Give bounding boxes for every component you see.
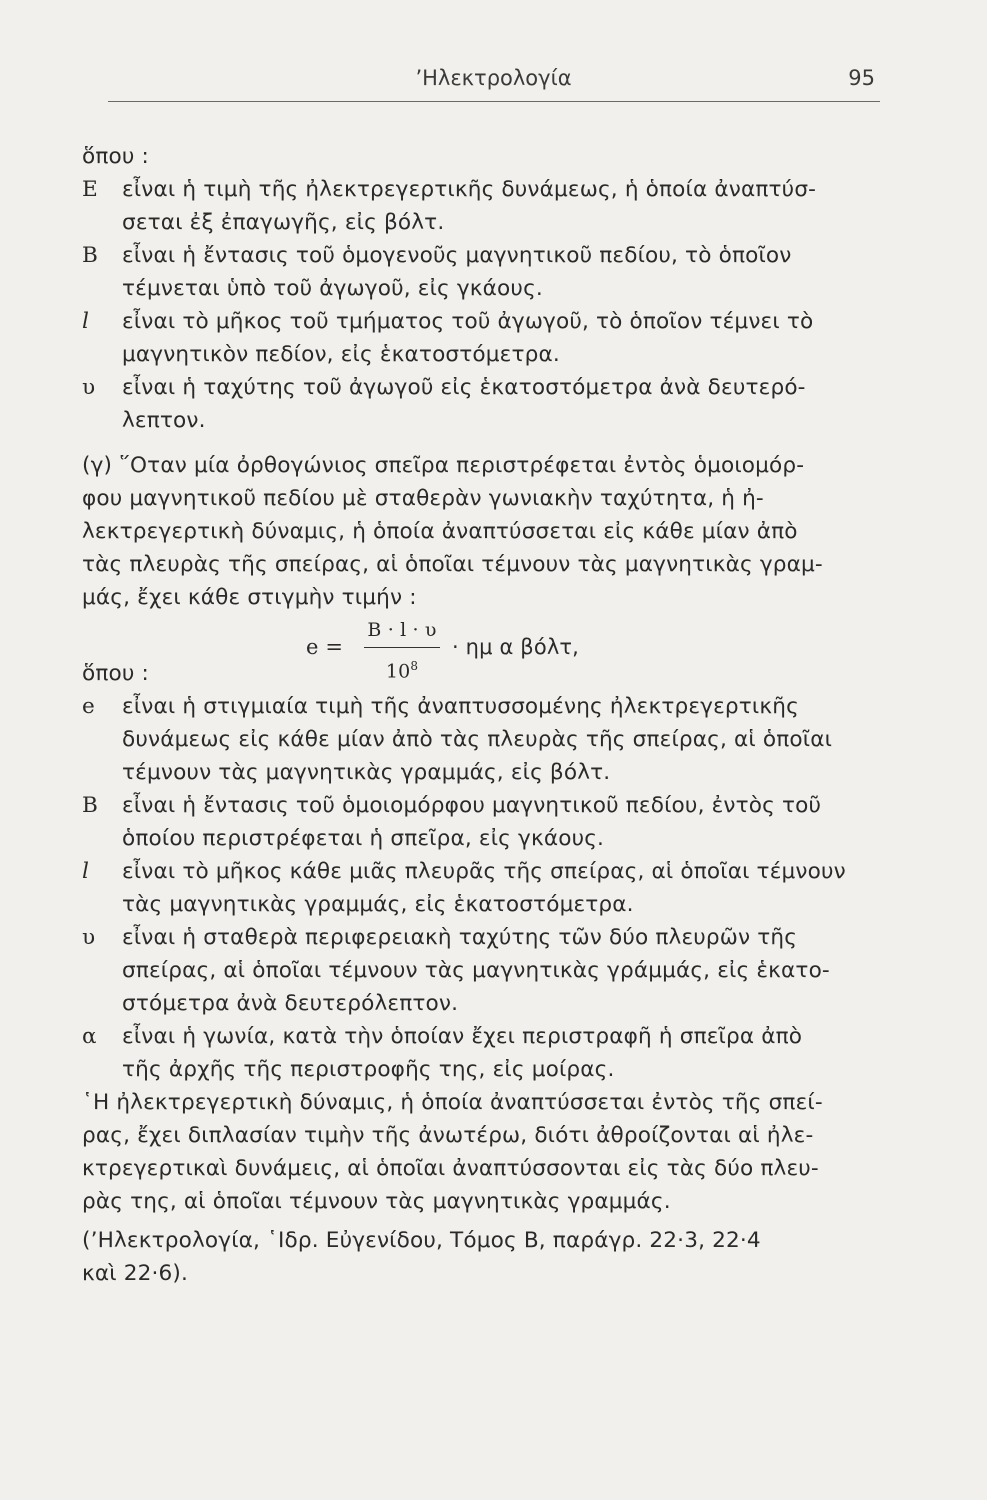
definition-line: εἶναι τὸ μῆκος κάθε μιᾶς πλευρᾶς τῆς σπείρας, αἱ ὁποῖαι τέμνουν bbox=[122, 859, 846, 884]
definition-l bbox=[82, 305, 882, 371]
definition-line: εἶναι ἡ τιμὴ τῆς ἠλεκτρεγερτικῆς δυνάμεως, ἡ ὁποία ἀναπτύσ- bbox=[122, 177, 817, 202]
definition-e bbox=[82, 690, 882, 789]
formula-block bbox=[82, 614, 882, 690]
definition-B bbox=[82, 239, 882, 305]
running-head-title: ’Ηλεκτρολογία bbox=[415, 66, 572, 90]
definition-symbol: υ bbox=[82, 925, 96, 950]
paragraph-line: μάς, ἔχει κάθε στιγμὴν τιμήν : bbox=[82, 585, 417, 610]
citation-line: (’Ηλεκτρολογία, ῾Ιδρ. Εὐγενίδου, Τόμος Β, παράγρ. 22·3, 22·4 bbox=[82, 1228, 761, 1253]
formula-fraction bbox=[364, 614, 440, 684]
definition-B-2 bbox=[82, 789, 882, 855]
paragraph-line: λεκτρεγερτικὴ δύναμις, ἡ ὁποία ἀναπτύσσεται εἰς κάθε μίαν ἀπὸ bbox=[82, 519, 798, 544]
where-label-2: ὅπου : bbox=[82, 661, 149, 686]
definition-line: τέμνεται ὑπὸ τοῦ ἀγωγοῦ, εἰς γκάους. bbox=[122, 276, 543, 301]
definition-line: δυνάμεως εἰς κάθε μίαν ἀπὸ τὰς πλευρὰς τῆς σπείρας, αἱ ὁποῖαι bbox=[122, 727, 833, 752]
definition-line: τέμνουν τὰς μαγνητικὰς γραμμάς, εἰς βόλτ. bbox=[122, 760, 611, 785]
definition-line: μαγνητικὸν πεδίον, εἰς ἑκατοστόμετρα. bbox=[122, 342, 560, 367]
definition-E bbox=[82, 173, 882, 239]
page-number: 95 bbox=[848, 66, 875, 90]
definition-symbol: B bbox=[82, 243, 99, 268]
running-head bbox=[0, 62, 987, 102]
definition-symbol: υ bbox=[82, 375, 96, 400]
paragraph-line: φου μαγνητικοῦ πεδίου μὲ σταθερὰν γωνιακὴν ταχύτητα, ἡ ἠ- bbox=[82, 486, 764, 511]
definition-line: τῆς ἀρχῆς τῆς περιστροφῆς της, εἰς μοίρας. bbox=[122, 1057, 615, 1082]
definition-symbol: α bbox=[82, 1024, 97, 1049]
definition-line: εἶναι τὸ μῆκος τοῦ τμήματος τοῦ ἀγωγοῦ, τὸ ὁποῖον τέμνει τὸ bbox=[122, 309, 814, 334]
paragraph-gamma bbox=[82, 449, 882, 614]
paragraph-line: τὰς πλευρὰς τῆς σπείρας, αἱ ὁποῖαι τέμνουν τὰς μαγνητικὰς γραμ- bbox=[82, 552, 823, 577]
definition-symbol: E bbox=[82, 177, 98, 202]
paragraph-line: ρας, ἔχει διπλασίαν τιμὴν τῆς ἀνωτέρω, διότι ἀθροίζονται αἱ ἠλε- bbox=[82, 1123, 814, 1148]
definition-line: σπείρας, αἱ ὁποῖαι τέμνουν τὰς μαγνητικὰς γράμμάς, εἰς ἑκατο- bbox=[122, 958, 830, 983]
definition-line: στόμετρα ἀνὰ δευτερόλεπτον. bbox=[122, 991, 459, 1016]
definition-v bbox=[82, 371, 882, 437]
definition-line: εἶναι ἡ ἔντασις τοῦ ὁμοιομόρφου μαγνητικοῦ πεδίου, ἐντὸς τοῦ bbox=[122, 793, 822, 818]
formula-lhs: e = bbox=[306, 635, 344, 659]
closing-paragraph bbox=[82, 1086, 882, 1218]
definition-line: σεται ἐξ ἐπαγωγῆς, εἰς βόλτ. bbox=[122, 210, 445, 235]
emf-formula bbox=[306, 614, 666, 690]
citation bbox=[82, 1224, 882, 1290]
formula-unit: · ημ α βόλτ, bbox=[452, 635, 580, 659]
definition-alpha bbox=[82, 1020, 882, 1086]
header-rule bbox=[108, 101, 880, 102]
formula-numerator: B · l · υ bbox=[367, 619, 437, 641]
paragraph-line: ῾Η ἠλεκτρεγερτικὴ δύναμις, ἡ ὁποία ἀναπτύσσεται ἐντὸς τῆς σπεί- bbox=[82, 1090, 823, 1115]
formula-denominator bbox=[364, 650, 440, 688]
denominator-base: 10 bbox=[385, 660, 411, 683]
definition-symbol: B bbox=[82, 793, 99, 818]
definition-line: εἶναι ἡ σταθερὰ περιφερειακὴ ταχύτης τῶν δύο πλευρῶν τῆς bbox=[122, 925, 798, 950]
definition-line: εἶναι ἡ ἔντασις τοῦ ὁμογενοῦς μαγνητικοῦ πεδίου, τὸ ὁποῖον bbox=[122, 243, 792, 268]
definition-line: εἶναι ἡ στιγμιαία τιμὴ τῆς ἀναπτυσσομένης ἠλεκτρεγερτικῆς bbox=[122, 694, 799, 719]
paragraph-line: ρὰς της, αἱ ὁποῖαι τέμνουν τὰς μαγνητικὰς γραμμάς. bbox=[82, 1189, 671, 1214]
definition-symbol: l bbox=[82, 859, 90, 884]
definition-symbol: e bbox=[82, 694, 95, 719]
definition-line: λεπτον. bbox=[122, 408, 206, 433]
fraction-bar bbox=[364, 647, 440, 648]
where-label: ὅπου : bbox=[82, 144, 149, 169]
citation-line: καὶ 22·6). bbox=[82, 1261, 188, 1286]
paragraph-line: κτρεγερτικαὶ δυνάμεις, αἱ ὁποῖαι ἀναπτύσσονται εἰς τὰς δύο πλευ- bbox=[82, 1156, 819, 1181]
definition-symbol: l bbox=[82, 309, 90, 334]
definition-line: ὁποίου περιστρέφεται ἡ σπεῖρα, εἰς γκάους. bbox=[122, 826, 605, 851]
definition-line: εἶναι ἡ ταχύτης τοῦ ἀγωγοῦ εἰς ἑκατοστόμετρα ἀνὰ δευτερό- bbox=[122, 375, 806, 400]
paragraph-line: (γ) ῞Οταν μία ὀρθογώνιος σπεῖρα περιστρέφεται ἐντὸς ὁμοιομόρ- bbox=[82, 453, 805, 478]
definition-line: τὰς μαγνητικὰς γραμμάς, εἰς ἑκατοστόμετρα. bbox=[122, 892, 634, 917]
definition-line: εἶναι ἡ γωνία, κατὰ τὴν ὁποίαν ἔχει περιστραφῆ ἡ σπεῖρα ἀπὸ bbox=[122, 1024, 803, 1049]
body-text bbox=[82, 140, 882, 1290]
denominator-exponent: 8 bbox=[410, 659, 419, 673]
definition-l-2 bbox=[82, 855, 882, 921]
definition-v-2 bbox=[82, 921, 882, 1020]
